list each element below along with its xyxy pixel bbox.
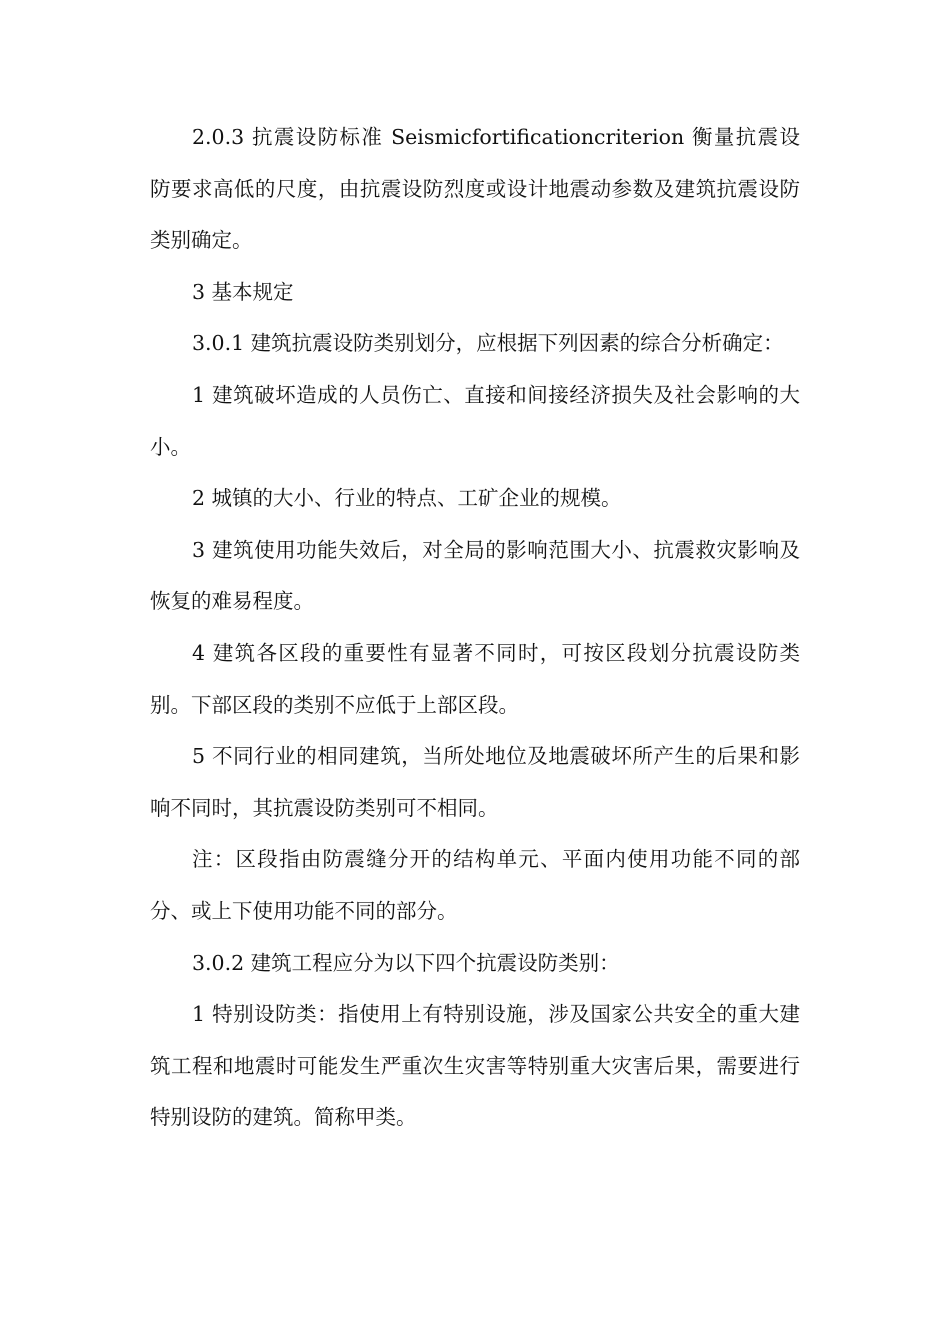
list-item-factor-3: 3 建筑使用功能失效后，对全局的影响范围大小、抗震救灾影响及恢复的难易程度。 <box>150 537 800 614</box>
paragraph-3-0-2-four-categories: 3.0.2 建筑工程应分为以下四个抗震设防类别： <box>192 950 620 975</box>
document-body <box>150 112 800 1144</box>
list-item-factor-4: 4 建筑各区段的重要性有显著不同时，可按区段划分抗震设防类别。下部区段的类别不应低于上部区段。 <box>150 640 800 717</box>
note-paragraph: 注：区段指由防震缝分开的结构单元、平面内使用功能不同的部分、或上下使用功能不同的部分。 <box>150 847 800 923</box>
paragraph-3-0-1-classification-factors: 3.0.1 建筑抗震设防类别划分，应根据下列因素的综合分析确定： <box>192 331 784 356</box>
section-heading-basic-provisions: 3 基本规定 <box>192 279 294 304</box>
list-item-factor-2: 2 城镇的大小、行业的特点、工矿企业的规模。 <box>192 486 622 511</box>
list-item-category-1: 1 特别设防类：指使用上有特别设施，涉及国家公共安全的重大建筑工程和地震时可能发生严重次生灾害等特别重大灾害后果，需要进行特别设防的建筑。简称甲类。 <box>150 1002 800 1130</box>
list-item-factor-1: 1 建筑破坏造成的人员伤亡、直接和间接经济损失及社会影响的大小。 <box>150 382 800 459</box>
list-item-factor-5: 5 不同行业的相同建筑，当所处地位及地震破坏所产生的后果和影响不同时，其抗震设防类别可不相同。 <box>150 744 800 820</box>
paragraph-2-0-3-seismic-fortification-criterion: 2.0.3 抗震设防标准 Seismicfortificationcriterion 衡量抗震设防要求高低的尺度，由抗震设防烈度或设计地震动参数及建筑抗震设防类别确定。 <box>150 125 800 253</box>
